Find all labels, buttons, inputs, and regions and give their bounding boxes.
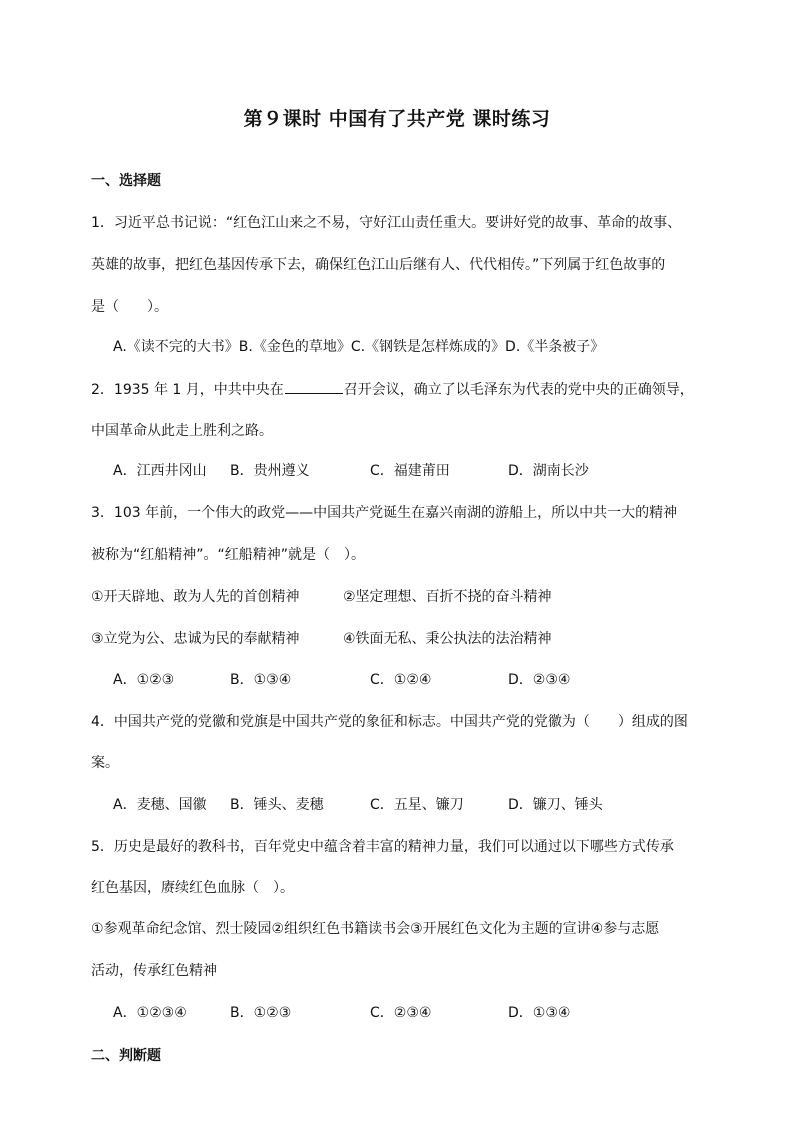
question-3-text-line-1: 3．103 年前，一个伟大的政党——中国共产党诞生在嘉兴南湖的游船上，所以中共一大的精神 [91, 505, 678, 521]
question-3-option-a: A．①②③ [113, 672, 175, 688]
question-2-text-line-2: 中国革命从此走上胜利之路。 [91, 423, 273, 439]
question-1-options: A.《读不完的大书》B.《金色的草地》C.《钢铁是怎样炼成的》D.《半条被子》 [113, 339, 605, 355]
question-2-option-d: D．湖南长沙 [508, 463, 589, 479]
question-2-option-b: B．贵州遵义 [230, 463, 310, 479]
question-2-text-line-1 [91, 379, 694, 400]
question-4-option-b: B．锤头、麦穗 [230, 797, 324, 813]
question-5-option-d: D．①③④ [508, 1005, 571, 1021]
question-1-text-line-3: 是（ ）。 [91, 299, 168, 315]
question-1-text-line-1: 1．习近平总书记说：“红色江山来之不易，守好江山责任重大。要讲好党的故事、革命的故事、 [91, 215, 682, 231]
question-5-text-line-4: 活动，传承红色精神 [91, 963, 217, 979]
fill-in-blank [285, 379, 343, 394]
question-4-option-d: D．镰刀、锤头 [508, 797, 603, 813]
question-5-option-c: C．②③④ [370, 1005, 432, 1021]
question-5-text-line-2: 红色基因，赓续红色血脉（ ）。 [91, 880, 294, 896]
question-2-option-a: A．江西井冈山 [113, 463, 207, 479]
question-3-option-b: B．①③④ [230, 672, 292, 688]
question-3-statement-2: ②坚定理想、百折不挠的奋斗精神 [343, 589, 552, 605]
question-2-option-c: C．福建莆田 [370, 463, 450, 479]
question-4-text-line-2: 案。 [91, 755, 119, 771]
question-2-text-after-blank: 召开会议，确立了以毛泽东为代表的党中央的正确领导， [343, 382, 694, 398]
question-3-text-line-2: 被称为“红船精神”。“红船精神”就是（ ）。 [91, 547, 366, 563]
section-heading-true-false: 二、判断题 [91, 1048, 161, 1064]
question-4-text-line-1: 4．中国共产党的党徽和党旗是中国共产党的象征和标志。中国共产党的党徽为（ ）组成的图 [91, 714, 688, 730]
question-4-option-c: C．五星、镰刀 [370, 797, 464, 813]
question-3-option-d: D．②③④ [508, 672, 571, 688]
question-2-text-before-blank: 2．1935 年 1 月，中共中央在 [91, 382, 284, 398]
question-5-text-line-3: ①参观革命纪念馆、烈士陵园②组织红色书籍读书会③开展红色文化为主题的宣讲④参与志愿 [91, 921, 660, 937]
question-4-option-a: A．麦穗、国徽 [113, 797, 207, 813]
question-5-option-b: B．①②③ [230, 1005, 292, 1021]
question-3-statement-1: ①开天辟地、敢为人先的首创精神 [91, 589, 300, 605]
page-title: 第９课时 中国有了共产党 课时练习 [243, 108, 551, 130]
question-3-statement-3: ③立党为公、忠诚为民的奉献精神 [91, 631, 300, 647]
question-5-option-a: A．①②③④ [113, 1005, 187, 1021]
question-3-option-c: C．①②④ [370, 672, 432, 688]
section-heading-multiple-choice: 一、选择题 [91, 173, 161, 189]
question-3-statement-4: ④铁面无私、秉公执法的法治精神 [343, 631, 552, 647]
question-5-text-line-1: 5．历史是最好的教科书，百年党史中蕴含着丰富的精神力量，我们可以通过以下哪些方式传承 [91, 839, 674, 855]
question-1-text-line-2: 英雄的故事，把红色基因传承下去，确保红色江山后继有人、代代相传。”下列属于红色故事的 [91, 257, 666, 273]
